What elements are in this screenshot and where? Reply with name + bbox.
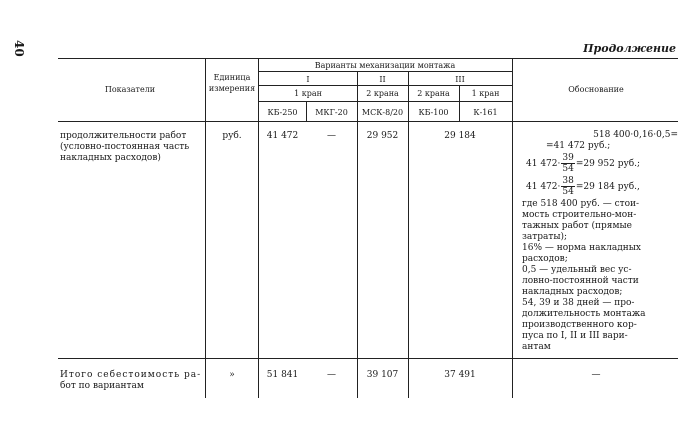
row2-justification: — [591, 370, 601, 380]
row1-justification: 518 400·0,16·0,5= =41 472 руб.; 41 472· $\frac{39}{54}$ =29 952 руб.; 41 472· $\frac{38}{54}$ =29 184 руб., где 518 400 руб. — стои- мость строительно-мон- тажных работ (прямые затраты); 16% — норма накладных расходов; 0,5 — удельный вес ус- ловно-постоянной части накладных расходов; 54, 39 и 38 дней — про- должительность монтажа производственного кор- пуса по I, II и III вари- антам [522, 130, 678, 352]
row1-notes: где 518 400 руб. — стои- мость строительно-мон- тажных работ (прямые затраты); 16% — норма накладных расходов; 0,5 — удельный вес ус- ловно-постоянной части накладных расходов; 54, 39 и 38 дней — про- должительность монтажа производственного кор- пуса по I, II и III вари- антам [522, 199, 646, 352]
row1-indicator: продолжительности работ (условно-постоянная часть накладных расходов) [60, 131, 190, 163]
page-number: 40 [12, 40, 26, 57]
header-variant-2: II [379, 75, 386, 84]
header-indicator: Показатели [104, 85, 156, 94]
row2-mkg20-value: — [327, 370, 336, 380]
row2-kb250-value: 51 841 [266, 370, 299, 380]
header-crane-msk820: МСК-8/20 [361, 108, 404, 117]
col-divider [512, 58, 513, 398]
row1-kb250-value: 41 472 [266, 131, 299, 141]
header-variants-title: Варианты механизации монтажа [314, 61, 456, 70]
row2-variant3-value: 37 491 [444, 370, 476, 380]
header-crane-kb250: КБ-250 [267, 108, 298, 117]
col-divider [205, 58, 206, 398]
row2-msk820-value: 39 107 [366, 370, 399, 380]
crane-count-rule [258, 101, 512, 102]
header-variant-3: III [455, 75, 465, 84]
table-top-rule [58, 58, 678, 59]
row2-indicator: Итого себестоимость ра- бот по вариантам [60, 370, 202, 391]
header-variant-3a-cranes: 2 крана [417, 89, 450, 98]
col-divider [408, 71, 409, 398]
row1-unit: руб. [222, 131, 242, 141]
row1-variant3-value: 29 184 [444, 131, 476, 141]
continuation-label: Продолжение [583, 42, 676, 55]
header-crane-mkg20: МКГ-20 [315, 108, 348, 117]
header-variant-3b-cranes: 1 кран [471, 89, 500, 98]
variant-number-rule [258, 85, 512, 86]
row1-mkg20-value: — [327, 131, 336, 141]
row1-msk820-value: 29 952 [366, 131, 399, 141]
header-variant-2-cranes: 2 крана [366, 89, 399, 98]
col-divider [258, 58, 259, 398]
header-crane-k161: К-161 [473, 108, 498, 117]
row-separator-rule [58, 358, 678, 359]
header-bottom-rule [58, 121, 678, 122]
fraction: $\frac{38}{54}$ [562, 176, 574, 197]
variants-title-rule [258, 71, 512, 72]
header-unit: Единица измерения [208, 73, 256, 93]
header-variant-1-cranes: 1 кран [294, 89, 322, 98]
header-crane-kb100: КБ-100 [418, 108, 449, 117]
fraction: $\frac{39}{54}$ [562, 153, 574, 174]
header-justification: Обоснование [568, 85, 624, 94]
row2-unit: » [229, 370, 235, 380]
col-divider [357, 71, 358, 398]
header-variant-1: I [306, 75, 310, 84]
